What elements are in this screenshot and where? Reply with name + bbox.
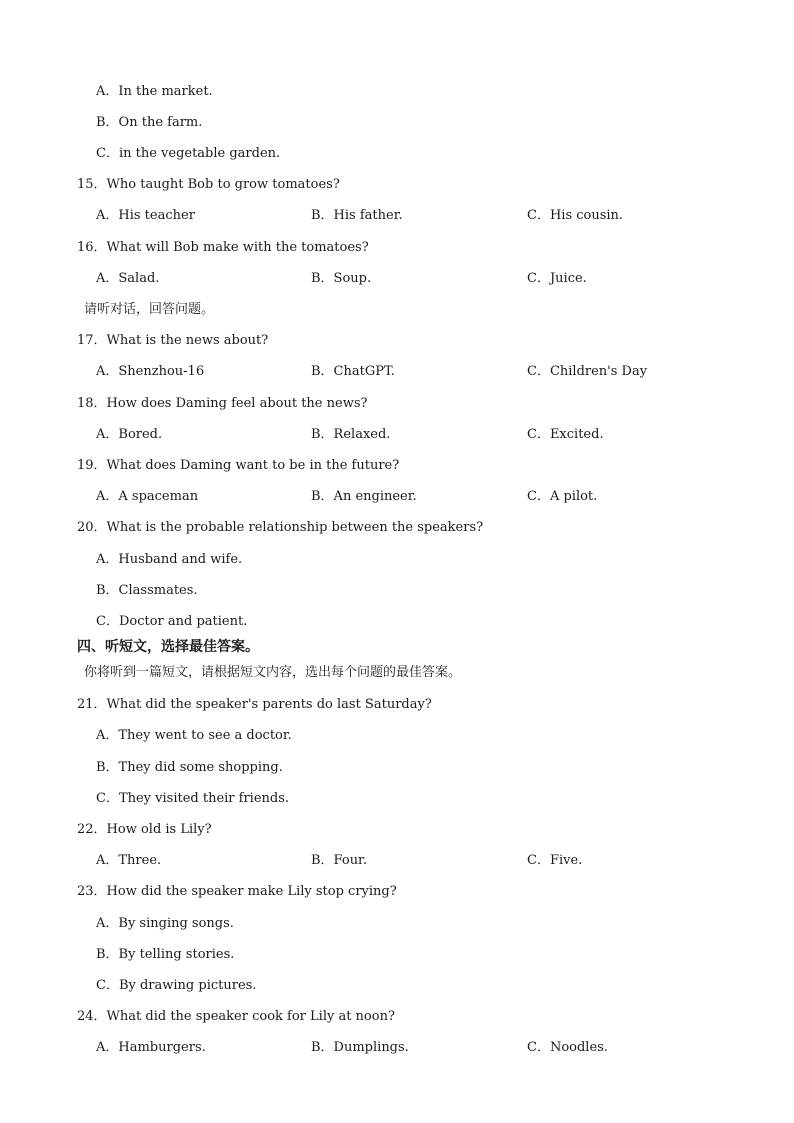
q18-option-c: C．Excited. (527, 427, 604, 442)
q24-option-a: A．Hamburgers. (96, 1040, 206, 1055)
q16-option-b: B．Soup. (311, 271, 372, 286)
q20-question: 20．What is the probable relationship between the speakers? (77, 520, 484, 535)
q18-question: 18．How does Daming feel about the news? (77, 396, 368, 411)
q18-option-b: B．Relaxed. (311, 427, 391, 442)
q23-option-a: A．By singing songs. (96, 916, 234, 931)
q14-option-b: B．On the farm. (96, 115, 203, 130)
q23-question: 23．How did the speaker make Lily stop crying? (77, 884, 397, 899)
q19-option-c: C．A pilot. (527, 489, 598, 504)
q19-option-a: A．A spaceman (96, 489, 199, 504)
q16-option-c: C．Juice. (527, 271, 587, 286)
q18-option-a: A．Bored. (96, 427, 163, 442)
q24-option-b: B．Dumplings. (311, 1040, 409, 1055)
q14-option-a: A．In the market. (96, 84, 213, 99)
q17-option-c: C．Children's Day (527, 364, 648, 379)
q20-option-c: C．Doctor and patient. (96, 614, 248, 629)
q15-option-a: A．His teacher (96, 208, 195, 223)
q19-question: 19．What does Daming want to be in the future? (77, 458, 400, 473)
q19-option-b: B．An engineer. (311, 489, 417, 504)
q14-option-c: C．in the vegetable garden. (96, 146, 281, 161)
q20-option-b: B．Classmates. (96, 583, 198, 598)
q21-question: 21．What did the speaker's parents do last Saturday? (77, 697, 432, 712)
q20-option-a: A．Husband and wife. (96, 552, 243, 567)
q21-option-b: B．They did some shopping. (96, 760, 283, 775)
q22-option-c: C．Five. (527, 853, 583, 868)
q23-option-b: B．By telling stories. (96, 947, 235, 962)
q24-question: 24．What did the speaker cook for Lily at noon? (77, 1009, 395, 1024)
q17-question: 17．What is the news about? (77, 333, 269, 348)
q22-option-a: A．Three. (96, 853, 162, 868)
q22-option-b: B．Four. (311, 853, 367, 868)
q21-option-a: A．They went to see a doctor. (96, 728, 292, 743)
section3-instruction: 请听对话，回答问题。 (84, 302, 215, 317)
q17-option-b: B．ChatGPT. (311, 364, 395, 379)
q21-option-c: C．They visited their friends. (96, 791, 290, 806)
q15-option-b: B．His father. (311, 208, 403, 223)
q17-option-a: A．Shenzhou-16 (96, 364, 205, 379)
q15-option-c: C．His cousin. (527, 208, 624, 223)
section4-heading: 四、听短文，选择最佳答案。 (77, 639, 259, 655)
q22-question: 22．How old is Lily? (77, 822, 212, 837)
q16-question: 16．What will Bob make with the tomatoes? (77, 240, 369, 255)
q15-question: 15．Who taught Bob to grow tomatoes? (77, 177, 340, 192)
q16-option-a: A．Salad. (96, 271, 160, 286)
q23-option-c: C．By drawing pictures. (96, 978, 257, 993)
q24-option-c: C．Noodles. (527, 1040, 608, 1055)
section4-instruction: 你将听到一篇短文，请根据短文内容，选出每个问题的最佳答案。 (84, 665, 462, 680)
